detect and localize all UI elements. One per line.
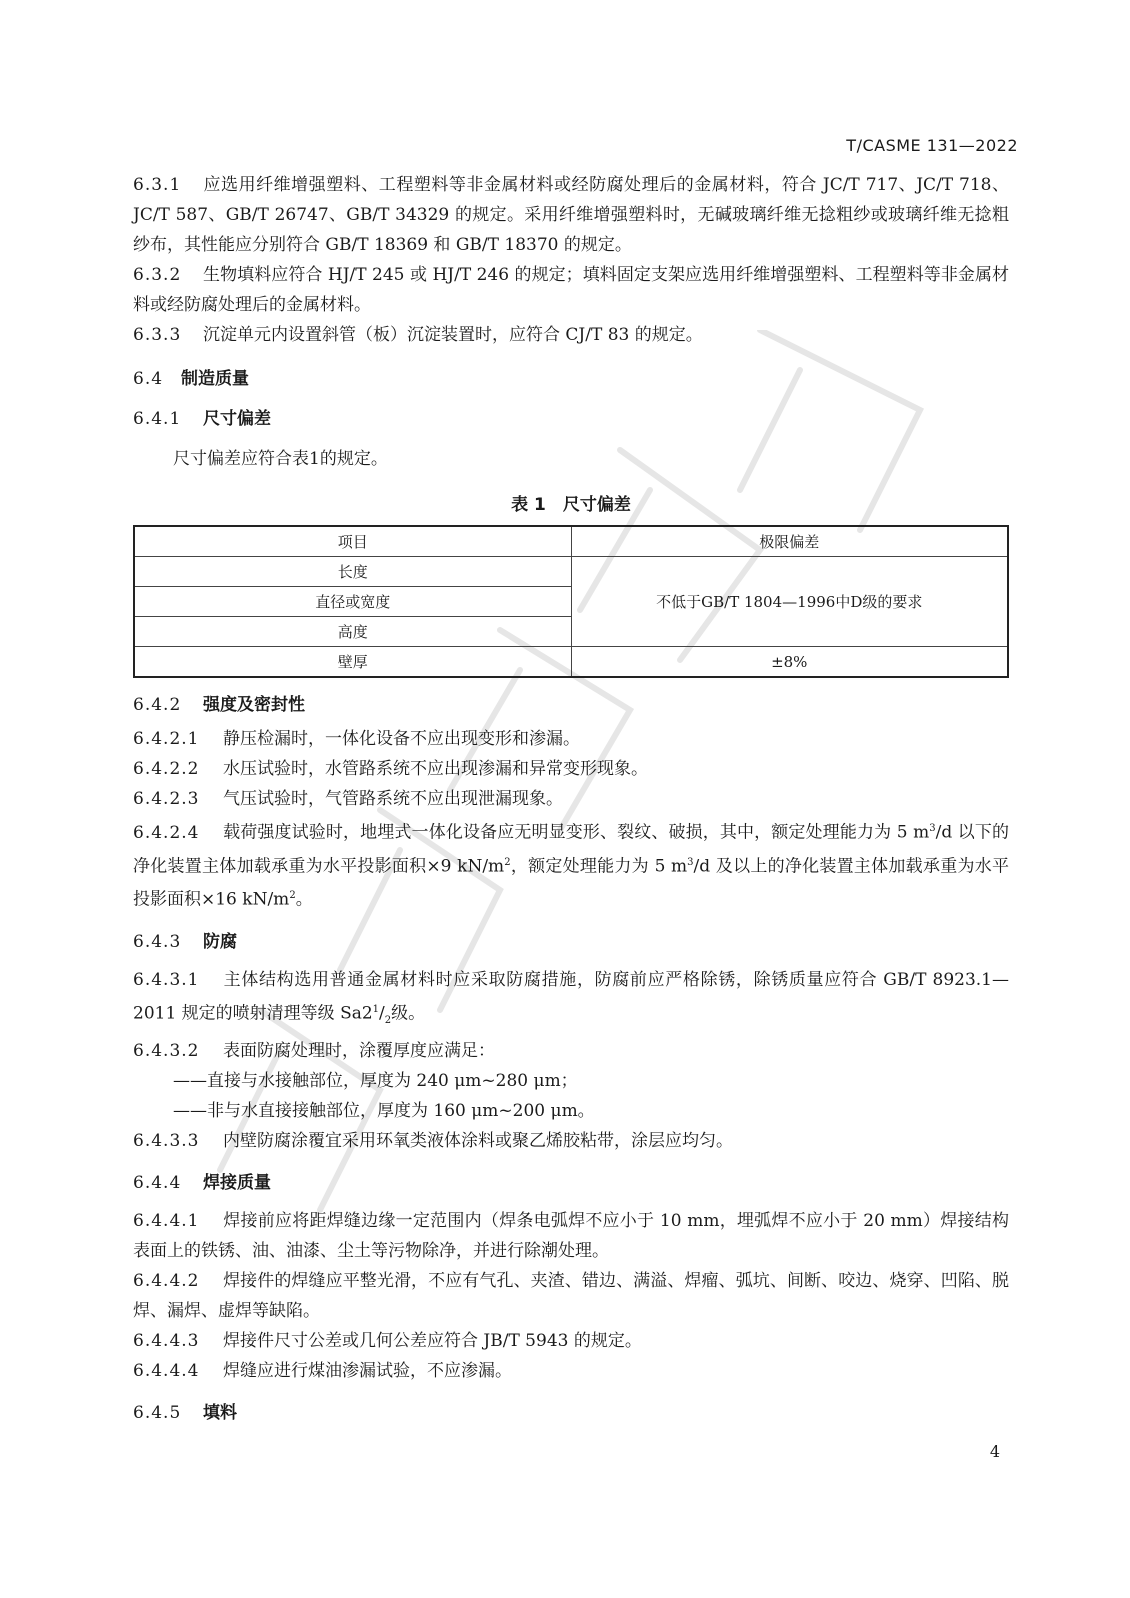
- clause-number: 6.4.2.4: [133, 822, 200, 843]
- clause-6-3-3: [133, 320, 1009, 350]
- list-item: ——非与水直接接触部位，厚度为 160 μm~200 μm。: [173, 1101, 595, 1122]
- section-heading-6-4-4: [133, 1168, 1009, 1198]
- clause-number: 6.4.4.2: [133, 1271, 200, 1292]
- superscript: 2: [289, 890, 296, 902]
- subscript: 2: [384, 1015, 392, 1027]
- clause-text: 气压试验时，气管路系统不应出现泄漏现象。: [223, 789, 563, 809]
- clause-text: 主体结构选用普通金属材料时应采取防腐措施，防腐前应严格除锈，除锈质量应符合 GB/T 8923.1—2011 规定的喷射清理等级 Sa2: [133, 969, 1009, 1024]
- clause-number: 6.4.2.1: [133, 729, 200, 749]
- section-title: 制造质量: [181, 369, 249, 389]
- table-cell-merged-value: 不低于GB/T 1804—1996中D级的要求: [571, 557, 1008, 647]
- clause-6-4-4-2: [133, 1266, 1009, 1326]
- table-header-row: [134, 526, 1008, 557]
- section-heading-6-4-5: [133, 1398, 1009, 1428]
- table-cell-height: 高度: [134, 617, 571, 647]
- clause-6-3-1: [133, 170, 1009, 260]
- clause-text: /d 以下的净化装置主体加载承重为水平投影面积×9 kN/m: [133, 822, 1009, 877]
- clause-text: 焊接件尺寸公差或几何公差应符合 JB/T 5943 的规定。: [223, 1331, 642, 1352]
- section-number: 6.4.1: [133, 409, 182, 429]
- clause-text: 内壁防腐涂覆宜采用环氧类液体涂料或聚乙烯胶粘带，涂层应均匀。: [223, 1131, 733, 1152]
- clause-number: 6.3.2: [133, 265, 182, 285]
- clause-6-4-2-2: [133, 754, 1009, 784]
- section-number: 6.4.5: [133, 1403, 182, 1424]
- dimension-deviation-table: [133, 525, 1009, 678]
- table-title: 表 1 尺寸偏差: [511, 495, 631, 515]
- section-heading-6-4-1: [133, 404, 1009, 434]
- dimension-deviation-note: 尺寸偏差应符合表1的规定。: [173, 449, 388, 469]
- clause-number: 6.4.4.3: [133, 1331, 200, 1352]
- document-body: [133, 170, 1009, 1432]
- table-row: [134, 647, 1008, 678]
- section-number: 6.4.3: [133, 931, 182, 952]
- section-number: 6.4.2: [133, 695, 182, 715]
- list-item: ——直接与水接触部位，厚度为 240 μm~280 μm；: [173, 1071, 578, 1092]
- clause-6-4-2-4: [133, 814, 1009, 915]
- table-cell-length: 长度: [134, 557, 571, 587]
- clause-number: 6.3.1: [133, 175, 182, 195]
- table-cell-diameter: 直径或宽度: [134, 587, 571, 617]
- clause-6-4-2-3: [133, 784, 1009, 814]
- table-header-item: 项目: [134, 526, 571, 557]
- clause-text: 水压试验时，水管路系统不应出现渗漏和异常变形现象。: [223, 759, 648, 779]
- clause-6-4-4-3: [133, 1326, 1009, 1356]
- document-code: T/CASME 131—2022: [846, 136, 1018, 155]
- table-row: [134, 557, 1008, 587]
- clause-text: 级。: [391, 1003, 426, 1024]
- clause-text: 应选用纤维增强塑料、工程塑料等非金属材料或经防腐处理后的金属材料，符合 JC/T 717、JC/T 718、JC/T 587、GB/T 26747、GB/T 34329 的规定。采用纤维增强塑料时，无碱玻璃纤维无捻粗纱或玻璃纤维无捻粗纱布，其性能应分别符合 GB/T 18369 和 GB/T 18370 的规定。: [133, 175, 1009, 255]
- superscript: 1: [372, 1003, 380, 1015]
- section-number: 6.4.4: [133, 1173, 182, 1194]
- superscript: 3: [929, 823, 936, 834]
- section-heading-6-4-2: [133, 690, 1009, 720]
- section-number: 6.4: [133, 369, 164, 389]
- page-number: 4: [989, 1442, 1000, 1461]
- clause-6-4-3-1: [133, 965, 1009, 1036]
- section-title: 强度及密封性: [203, 695, 305, 715]
- clause-text: 沉淀单元内设置斜管（板）沉淀装置时，应符合 CJ/T 83 的规定。: [203, 325, 703, 345]
- clause-text: 表面防腐处理时，涂覆厚度应满足：: [223, 1041, 495, 1062]
- clause-text: 焊缝应进行煤油渗漏试验，不应渗漏。: [223, 1361, 512, 1382]
- table-header-deviation: 极限偏差: [571, 526, 1008, 557]
- clause-number: 6.4.3.3: [133, 1131, 200, 1152]
- clause-text: 焊接前应将距焊缝边缘一定范围内（焊条电弧焊不应小于 10 mm，埋弧焊不应小于 20 mm）焊接结构表面上的铁锈、油、油漆、尘土等污物除净，并进行除潮处理。: [133, 1211, 1009, 1262]
- section-title: 尺寸偏差: [203, 409, 271, 429]
- section-heading-6-4: [133, 364, 1009, 394]
- clause-text: 焊接件的焊缝应平整光滑，不应有气孔、夹渣、错边、满溢、焊瘤、弧坑、间断、咬边、烧穿、凹陷、脱焊、漏焊、虚焊等缺陷。: [133, 1271, 1009, 1322]
- section-title: 焊接质量: [203, 1173, 271, 1194]
- clause-6-4-3-3: [133, 1126, 1009, 1156]
- clause-text: 载荷强度试验时，地埋式一体化设备应无明显变形、裂纹、破损，其中，额定处理能力为 5 m: [223, 822, 930, 843]
- clause-6-3-2: [133, 260, 1009, 320]
- superscript: 2: [504, 856, 511, 868]
- table-cell-wall-value: ±8%: [571, 647, 1008, 678]
- clause-number: 6.4.3.1: [133, 969, 200, 990]
- clause-text: 。: [295, 889, 313, 910]
- clause-text: /d 及以上的净化装置主体加载承重为水平投影面积×16 kN/m: [133, 856, 1009, 910]
- clause-number: 6.3.3: [133, 325, 182, 345]
- clause-number: 6.4.4.4: [133, 1361, 200, 1382]
- clause-6-4-4-1: [133, 1206, 1009, 1266]
- clause-6-4-2-1: [133, 724, 1009, 754]
- section-heading-6-4-3: [133, 927, 1009, 957]
- clause-text: 生物填料应符合 HJ/T 245 或 HJ/T 246 的规定；填料固定支架应选用纤维增强塑料、工程塑料等非金属材料或经防腐处理后的金属材料。: [133, 265, 1009, 315]
- section-title: 防腐: [203, 931, 237, 952]
- clause-6-4-3-2: [133, 1036, 1009, 1066]
- clause-number: 6.4.2.2: [133, 759, 200, 779]
- clause-text: ，额定处理能力为 5 m: [510, 856, 688, 877]
- clause-6-4-4-4: [133, 1356, 1009, 1386]
- clause-text: 静压检漏时，一体化设备不应出现变形和渗漏。: [223, 729, 580, 749]
- table-cell-wall: 壁厚: [134, 647, 571, 678]
- clause-number: 6.4.2.3: [133, 789, 200, 809]
- section-title: 填料: [203, 1403, 237, 1424]
- clause-number: 6.4.4.1: [133, 1211, 200, 1232]
- fraction-slash: /: [379, 1003, 385, 1024]
- clause-number: 6.4.3.2: [133, 1041, 200, 1062]
- superscript: 3: [687, 856, 694, 868]
